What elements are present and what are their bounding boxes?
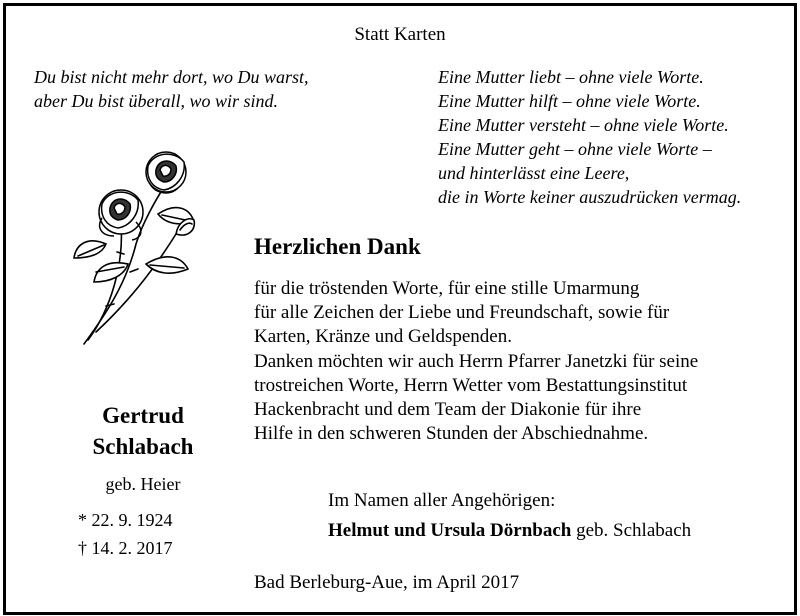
birth-date: * 22. 9. 1924: [78, 510, 173, 530]
thanks-line: Karten, Kränze und Geldspenden.: [254, 326, 512, 348]
thanks-line: für die tröstenden Worte, für eine stille Umarmung: [254, 278, 640, 299]
quote-left: [34, 65, 309, 113]
thanks-title: Herzlichen Dank: [254, 234, 421, 259]
thanks-body: [254, 277, 698, 446]
quote-right-line: und hinterlässt eine Leere,: [438, 163, 630, 183]
quote-right-line: Eine Mutter geht – ohne viele Worte –: [438, 139, 712, 159]
thanks-line: Danken möchten wir auch Herrn Pfarrer Janetzki für seine: [254, 350, 699, 372]
thanks-line: Hilfe in den schweren Stunden der Abschiednahme.: [254, 423, 649, 445]
death-date: † 14. 2. 2017: [78, 538, 173, 558]
thanks-line: für alle Zeichen der Liebe und Freundschaft, sowie für: [254, 302, 670, 324]
deceased-block: [58, 400, 228, 562]
quote-right: [438, 65, 741, 209]
deceased-first-name: Gertrud: [102, 403, 184, 428]
signature-family-names: Helmut und Ursula Dörnbach: [328, 520, 572, 541]
quote-right-line: Eine Mutter versteht – ohne viele Worte.: [438, 115, 729, 135]
quote-right-line: Eine Mutter hilft – ohne viele Worte.: [438, 91, 701, 111]
quote-right-line: die in Worte keiner auszudrücken vermag.: [438, 187, 742, 207]
quote-right-line: Eine Mutter liebt – ohne viele Worte.: [438, 67, 704, 87]
life-dates: [58, 506, 228, 562]
thanks-line: Hackenbracht und dem Team der Diakonie für ihre: [254, 399, 642, 421]
thanks-line: trostreichen Worte, Herrn Wetter vom Bestattungsinstitut: [254, 374, 688, 396]
header-statt-karten: Statt Karten: [354, 24, 446, 45]
signature-intro: Im Namen aller Angehörigen:: [328, 490, 556, 511]
deceased-last-name: Schlabach: [92, 434, 194, 459]
place-and-date: Bad Berleburg-Aue, im April 2017: [254, 572, 520, 593]
quote-left-line: Du bist nicht mehr dort, wo Du warst,: [34, 67, 309, 87]
quote-left-line: aber Du bist überall, wo wir sind.: [34, 91, 279, 111]
signature-maiden-name: geb. Schlabach: [576, 520, 692, 541]
deceased-maiden-name: geb. Heier: [105, 474, 181, 494]
rose-icon: [66, 144, 216, 359]
signature-names: [328, 520, 691, 542]
obituary-card: [3, 3, 797, 615]
